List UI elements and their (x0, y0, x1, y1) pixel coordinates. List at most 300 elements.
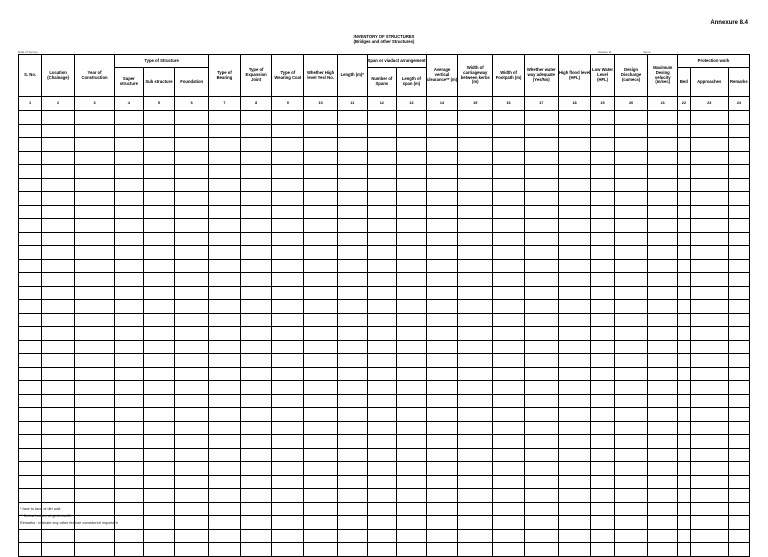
table-cell (614, 232, 648, 246)
table-cell (42, 286, 75, 300)
table-cell (524, 111, 558, 125)
table-cell (426, 259, 458, 273)
table-cell (272, 205, 304, 219)
table-cell (143, 367, 175, 381)
table-cell (690, 124, 728, 138)
table-cell (614, 273, 648, 287)
table-cell (143, 543, 175, 557)
table-cell (728, 462, 749, 476)
table-cell (591, 259, 614, 273)
table-cell (728, 435, 749, 449)
column-number-cell: 4 (115, 97, 144, 111)
table-cell (648, 340, 678, 354)
table-cell (367, 151, 397, 165)
page-title (0, 34, 768, 44)
table-cell (524, 408, 558, 422)
column-number-cell: 15 (458, 97, 493, 111)
table-cell (240, 313, 272, 327)
table-cell (426, 367, 458, 381)
table-cell (175, 475, 209, 489)
table-row (19, 111, 750, 125)
table-cell (337, 138, 367, 152)
table-cell (493, 516, 525, 530)
table-cell (614, 138, 648, 152)
table-row (19, 178, 750, 192)
header-protection: Protection work (678, 55, 750, 68)
table-cell (728, 489, 749, 503)
table-cell (458, 192, 493, 206)
table-cell (209, 381, 241, 395)
table-cell (678, 178, 691, 192)
table-row (19, 354, 750, 368)
table-cell (493, 246, 525, 260)
table-cell (558, 138, 591, 152)
table-cell (648, 313, 678, 327)
table-cell (493, 219, 525, 233)
table-cell (493, 475, 525, 489)
table-cell (240, 327, 272, 341)
table-cell (524, 205, 558, 219)
header-velocity: Maximum Desing velocity (m/sec) (648, 55, 678, 97)
table-cell (648, 435, 678, 449)
table-cell (19, 408, 42, 422)
table-cell (74, 313, 114, 327)
table-cell (728, 543, 749, 557)
table-cell (304, 138, 338, 152)
table-cell (209, 124, 241, 138)
table-cell (397, 273, 427, 287)
table-cell (591, 543, 614, 557)
table-cell (19, 529, 42, 543)
header-foundation: Foundation (175, 68, 209, 97)
table-cell (209, 246, 241, 260)
table-cell (19, 138, 42, 152)
table-row (19, 529, 750, 543)
table-cell (74, 111, 114, 125)
table-cell (337, 340, 367, 354)
table-cell (272, 300, 304, 314)
table-cell (74, 178, 114, 192)
column-number-cell: 16 (493, 97, 525, 111)
table-cell (337, 381, 367, 395)
table-cell (426, 462, 458, 476)
table-cell (558, 516, 591, 530)
table-cell (304, 462, 338, 476)
table-cell (458, 489, 493, 503)
table-cell (74, 340, 114, 354)
table-cell (209, 259, 241, 273)
table-cell (337, 124, 367, 138)
table-cell (175, 462, 209, 476)
table-cell (74, 151, 114, 165)
table-cell (367, 165, 397, 179)
table-cell (74, 448, 114, 462)
table-cell (143, 394, 175, 408)
table-cell (272, 178, 304, 192)
table-cell (426, 165, 458, 179)
table-cell (426, 232, 458, 246)
table-cell (209, 543, 241, 557)
table-cell (143, 435, 175, 449)
table-cell (240, 408, 272, 422)
table-cell (175, 286, 209, 300)
header-approaches: Approaches (690, 68, 728, 97)
table-cell (493, 489, 525, 503)
table-cell (690, 232, 728, 246)
table-cell (690, 462, 728, 476)
table-cell (337, 205, 367, 219)
table-cell (337, 165, 367, 179)
table-cell (524, 300, 558, 314)
column-number-cell: 7 (209, 97, 241, 111)
table-cell (678, 259, 691, 273)
table-cell (558, 246, 591, 260)
table-cell (493, 462, 525, 476)
table-cell (397, 516, 427, 530)
table-cell (304, 205, 338, 219)
table-cell (397, 111, 427, 125)
table-cell (74, 462, 114, 476)
table-cell (728, 111, 749, 125)
table-cell (367, 489, 397, 503)
table-cell (524, 273, 558, 287)
table-cell (690, 313, 728, 327)
table-cell (143, 381, 175, 395)
table-cell (678, 502, 691, 516)
table-cell (558, 381, 591, 395)
table-row (19, 313, 750, 327)
table-row (19, 502, 750, 516)
table-cell (175, 138, 209, 152)
table-cell (558, 489, 591, 503)
table-cell (240, 354, 272, 368)
table-cell (19, 151, 42, 165)
table-cell (19, 394, 42, 408)
table-cell (143, 151, 175, 165)
table-cell (175, 354, 209, 368)
table-cell (614, 435, 648, 449)
footnote-1: * face to face of dirt wall (20, 507, 61, 511)
table-cell (591, 529, 614, 543)
table-cell (558, 124, 591, 138)
table-cell (678, 462, 691, 476)
table-cell (728, 381, 749, 395)
table-cell (678, 165, 691, 179)
table-cell (337, 273, 367, 287)
table-cell (143, 408, 175, 422)
table-cell (458, 286, 493, 300)
table-cell (493, 448, 525, 462)
table-row (19, 367, 750, 381)
table-cell (558, 448, 591, 462)
table-cell (115, 124, 144, 138)
table-cell (591, 138, 614, 152)
column-number-cell: 3 (74, 97, 114, 111)
table-cell (367, 543, 397, 557)
table-cell (240, 516, 272, 530)
table-cell (426, 340, 458, 354)
table-cell (74, 421, 114, 435)
table-row (19, 151, 750, 165)
table-cell (690, 448, 728, 462)
table-cell (728, 205, 749, 219)
table-cell (367, 462, 397, 476)
table-cell (690, 408, 728, 422)
table-cell (143, 300, 175, 314)
table-cell (272, 286, 304, 300)
header-waterway: Whether water way adequate (Yes/No) (524, 55, 558, 97)
table-cell (558, 313, 591, 327)
table-cell (524, 543, 558, 557)
table-cell (648, 516, 678, 530)
table-cell (19, 421, 42, 435)
table-cell (272, 516, 304, 530)
table-row (19, 435, 750, 449)
table-cell (690, 421, 728, 435)
table-cell (240, 138, 272, 152)
table-cell (304, 259, 338, 273)
table-cell (458, 381, 493, 395)
table-cell (42, 381, 75, 395)
header-remarks: Remarks (728, 68, 749, 97)
table-cell (648, 462, 678, 476)
table-cell (426, 489, 458, 503)
table-cell (74, 300, 114, 314)
table-cell (426, 286, 458, 300)
table-cell (690, 435, 728, 449)
table-cell (591, 124, 614, 138)
table-cell (19, 219, 42, 233)
table-cell (558, 502, 591, 516)
table-cell (426, 151, 458, 165)
table-cell (648, 408, 678, 422)
table-cell (240, 502, 272, 516)
table-cell (648, 219, 678, 233)
table-cell (19, 300, 42, 314)
table-cell (272, 273, 304, 287)
table-cell (558, 327, 591, 341)
table-cell (728, 367, 749, 381)
table-cell (337, 313, 367, 327)
table-cell (524, 529, 558, 543)
header-bed: Bed (678, 68, 691, 97)
table-cell (240, 165, 272, 179)
table-cell (175, 502, 209, 516)
table-cell (115, 475, 144, 489)
table-cell (175, 165, 209, 179)
table-cell (74, 435, 114, 449)
table-cell (397, 543, 427, 557)
table-cell (426, 300, 458, 314)
table-cell (426, 502, 458, 516)
table-cell (367, 178, 397, 192)
table-cell (458, 205, 493, 219)
table-cell (614, 286, 648, 300)
header-sno: S. No. (19, 55, 42, 97)
table-cell (19, 354, 42, 368)
table-cell (337, 151, 367, 165)
table-cell (728, 232, 749, 246)
table-cell (614, 502, 648, 516)
table-cell (143, 165, 175, 179)
table-cell (19, 246, 42, 260)
table-cell (143, 232, 175, 246)
table-cell (728, 475, 749, 489)
table-cell (648, 475, 678, 489)
table-cell (143, 340, 175, 354)
table-cell (240, 259, 272, 273)
table-cell (240, 205, 272, 219)
table-cell (115, 462, 144, 476)
table-cell (591, 340, 614, 354)
table-cell (648, 138, 678, 152)
table-cell (367, 354, 397, 368)
table-cell (337, 111, 367, 125)
table-cell (493, 381, 525, 395)
table-cell (458, 178, 493, 192)
table-cell (115, 286, 144, 300)
table-cell (19, 273, 42, 287)
table-cell (209, 529, 241, 543)
table-cell (690, 219, 728, 233)
table-cell (337, 516, 367, 530)
table-cell (304, 340, 338, 354)
table-cell (591, 219, 614, 233)
table-cell (678, 138, 691, 152)
table-cell (458, 151, 493, 165)
table-cell (337, 232, 367, 246)
table-cell (175, 516, 209, 530)
table-cell (209, 219, 241, 233)
table-cell (175, 111, 209, 125)
column-number-cell: 19 (591, 97, 614, 111)
table-cell (678, 475, 691, 489)
table-cell (397, 178, 427, 192)
table-cell (558, 300, 591, 314)
column-number-cell: 22 (678, 97, 691, 111)
table-cell (209, 340, 241, 354)
table-cell (690, 516, 728, 530)
table-cell (614, 192, 648, 206)
table-cell (42, 543, 75, 557)
table-row (19, 516, 750, 530)
table-cell (614, 354, 648, 368)
title-line-2: (Bridges and other Structures) (353, 39, 415, 44)
table-cell (367, 259, 397, 273)
column-number-cell: 23 (690, 97, 728, 111)
table-row (19, 475, 750, 489)
table-cell (591, 273, 614, 287)
table-cell (367, 138, 397, 152)
table-cell (591, 516, 614, 530)
table-row (19, 381, 750, 395)
table-cell (426, 529, 458, 543)
column-number-cell: 5 (143, 97, 175, 111)
table-cell (678, 421, 691, 435)
table-cell (175, 192, 209, 206)
table-cell (367, 192, 397, 206)
table-cell (175, 178, 209, 192)
table-cell (209, 313, 241, 327)
table-cell (304, 367, 338, 381)
table-cell (397, 246, 427, 260)
table-cell (493, 205, 525, 219)
table-cell (558, 192, 591, 206)
table-cell (74, 192, 114, 206)
table-cell (524, 219, 558, 233)
table-cell (115, 421, 144, 435)
table-cell (19, 259, 42, 273)
table-cell (591, 111, 614, 125)
table-cell (304, 475, 338, 489)
table-cell (209, 462, 241, 476)
table-cell (143, 286, 175, 300)
table-cell (175, 435, 209, 449)
table-cell (678, 111, 691, 125)
table-cell (175, 367, 209, 381)
table-cell (143, 448, 175, 462)
table-cell (304, 246, 338, 260)
table-cell (367, 205, 397, 219)
table-cell (558, 259, 591, 273)
table-cell (74, 354, 114, 368)
table-cell (648, 543, 678, 557)
table-cell (648, 489, 678, 503)
table-cell (558, 205, 591, 219)
footnote-3: Remarks : indicate any other feature considered important (20, 521, 118, 525)
table-cell (524, 124, 558, 138)
header-length: Length (m)* (337, 55, 367, 97)
column-number-cell: 6 (175, 97, 209, 111)
table-cell (426, 178, 458, 192)
table-cell (19, 313, 42, 327)
table-cell (648, 367, 678, 381)
table-cell (304, 489, 338, 503)
table-cell (74, 232, 114, 246)
table-cell (524, 192, 558, 206)
table-cell (19, 367, 42, 381)
table-cell (175, 543, 209, 557)
table-cell (272, 340, 304, 354)
table-cell (728, 165, 749, 179)
table-cell (74, 273, 114, 287)
column-number-cell: 2 (42, 97, 75, 111)
table-cell (614, 475, 648, 489)
column-number-cell: 20 (614, 97, 648, 111)
table-cell (397, 435, 427, 449)
table-cell (115, 313, 144, 327)
table-cell (175, 421, 209, 435)
table-cell (558, 462, 591, 476)
table-cell (175, 259, 209, 273)
table-cell (304, 448, 338, 462)
table-cell (272, 529, 304, 543)
table-cell (524, 286, 558, 300)
table-cell (728, 178, 749, 192)
table-cell (524, 246, 558, 260)
table-cell (175, 529, 209, 543)
table-cell (728, 286, 749, 300)
table-cell (397, 448, 427, 462)
table-cell (614, 462, 648, 476)
table-cell (728, 448, 749, 462)
table-cell (458, 408, 493, 422)
table-cell (143, 421, 175, 435)
table-cell (690, 354, 728, 368)
table-cell (337, 354, 367, 368)
table-cell (458, 462, 493, 476)
table-cell (42, 367, 75, 381)
